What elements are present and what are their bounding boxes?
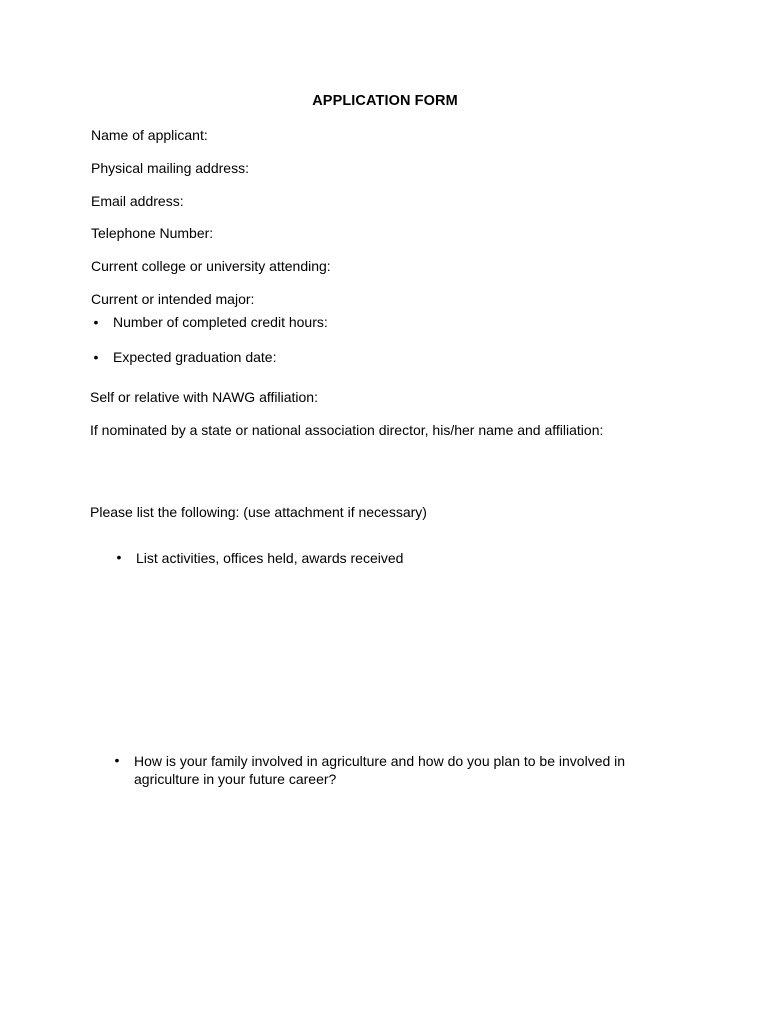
bullet-icon: •: [93, 349, 99, 365]
field-college-label: Current college or university attending:: [91, 258, 331, 274]
family-agriculture-prompt: How is your family involved in agriculture and how do you plan to be involved in agriculture in your future career?: [134, 753, 626, 787]
affiliation-label: Self or relative with NAWG affiliation:: [90, 389, 318, 405]
field-major-label: Current or intended major:: [91, 291, 255, 307]
bullet-icon: •: [116, 549, 122, 565]
credit-hours-label: Number of completed credit hours:: [113, 314, 328, 330]
bullet-icon: •: [114, 752, 120, 768]
form-title: APPLICATION FORM: [312, 93, 458, 109]
field-address-label: Physical mailing address:: [91, 160, 249, 176]
field-email-label: Email address:: [91, 193, 184, 209]
graduation-date-label: Expected graduation date:: [113, 349, 277, 365]
bullet-icon: •: [93, 314, 99, 330]
activities-prompt: List activities, offices held, awards received: [136, 550, 404, 566]
nominated-label: If nominated by a state or national association director, his/her name and affiliation:: [90, 422, 604, 438]
field-name-label: Name of applicant:: [91, 127, 208, 143]
list-intro-text: Please list the following: (use attachment if necessary): [90, 504, 427, 520]
field-phone-label: Telephone Number:: [91, 225, 214, 241]
